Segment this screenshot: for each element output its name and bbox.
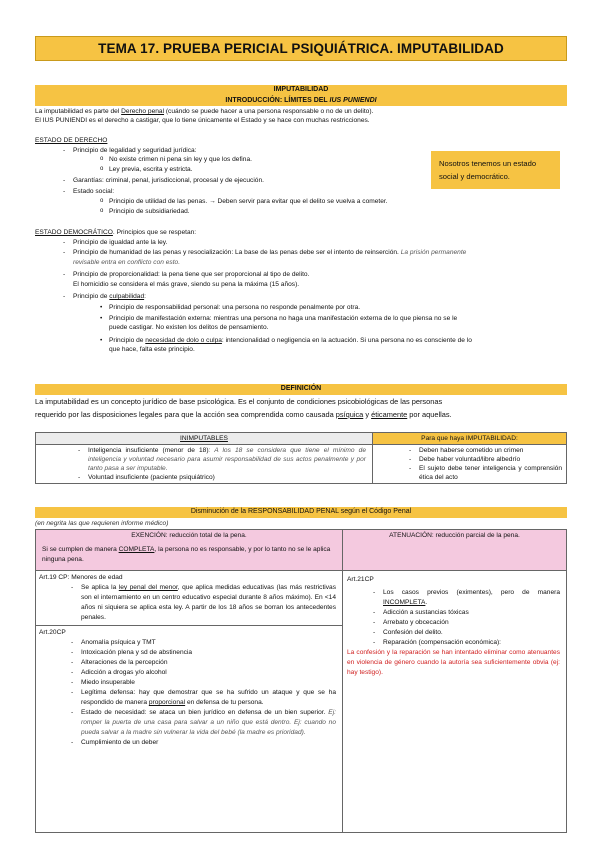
list-item: - Alteraciones de la percepción [81,658,336,668]
disminucion-note: (en negrita las que requieren informe médico) [35,520,169,527]
list-item: - Reparación (compensación económica): [383,638,560,648]
imputabilidad-conditions-header: Para que haya IMPUTABILIDAD: [373,433,567,445]
list-item: - Principio de humanidad de las penas y resocialización: La base de las penas debe ser el intento de reinserción. La prisión permanente [73,248,466,257]
exencion-cell [36,530,343,571]
list-item-continued: revisable entra en conflicto con esto. [73,259,181,266]
list-item: o Principio de subsidiariedad. [109,207,190,216]
note-box: Nosotros tenemos un estado social y democrático. [431,151,560,189]
section-header-imputabilidad: IMPUTABILIDAD [35,85,567,96]
list-item: • Principio de manifestación externa: mientras una persona no haga una manifestación externa de lo que piensa no se le [109,314,457,323]
list-item: - Miedo insuperable [81,678,336,688]
atenuacion-header: ATENUACIÓN: reducción parcial de la pena. [389,532,520,539]
art21-title: Art.21CP [347,576,374,583]
list-item: - Adicción a drogas y/o alcohol [81,668,336,678]
list-item: - Los casos previos (eximentes), pero de manera INCOMPLETA. [383,588,560,608]
list-item: - El sujeto debe tener inteligencia y comprensión ética del acto [419,464,562,482]
list-item: o No existe crimen ni pena sin ley y que los defina. [109,155,252,164]
section-header-disminucion: Disminución de la RESPONSABILIDAD PENAL según el Código Penal [35,507,567,518]
list-item: - Estado de necesidad: se ataca un bien jurídico en defensa de un bien superior. Ej: romper la puerta de una casa para salvar a un niño que está dentro. Ej: cuando no pueda salvar a la madre sin vulnerar la vida del bebé (la madre es prioridad). [81,708,336,738]
list-item: - Intoxicación plena y sd de abstinencia [81,648,336,658]
responsabilidad-table [35,529,567,833]
imputabilidad-table [35,432,567,484]
atenuacion-cell [343,530,567,571]
art20-cell [36,626,343,833]
list-item: o Ley previa, escrita y estricta. [109,165,193,174]
intro-line-2: El IUS PUNIENDI es el derecho a castigar, que lo tiene únicamente el Estado y se hace con muchas restricciones. [35,117,370,124]
imputabilidad-conditions-cell [373,445,567,484]
list-item: - Adicción a sustancias tóxicas [383,608,560,618]
inimputables-header: INIMPUTABLES [36,433,373,445]
list-item: - Anomalía psíquica y TMT [81,638,336,648]
definicion-line-1: La imputabilidad es un concepto jurídico de base psicológica. Es el conjunto de condiciones psicobiológicas de las personas [35,397,443,406]
list-item: • Principio de responsabilidad personal: una persona no responde penalmente por otra. [109,303,360,312]
list-item: - Principio de proporcionalidad: la pena tiene que ser proporcional al tipo de delito. [73,270,309,279]
list-item: - Cumplimiento de un deber [81,738,336,748]
estado-democratico-heading: ESTADO DEMOCRÁTICO. Principios que se respetan: [35,229,197,236]
list-item: • Principio de necesidad de dolo o culpa: intencionalidad o negligencia en la actuación. Si una persona no es consciente de lo [109,336,472,345]
art19-cell [36,571,343,626]
list-item: - Inteligencia insuficiente (menor de 18): A los 18 se considera que tiene el mínimo de inteligencia y voluntad necesario para asumir responsabilidad de sus actos penalmente y por tanto pasa a ser imputable. [88,446,366,473]
art20-title: Art.20CP [39,629,66,636]
section-header-definicion: DEFINICIÓN [35,384,567,395]
list-item: - Voluntad insuficiente (paciente psiquiátrico) [88,473,366,482]
art21-warning: La confesión y la reparación se han intentado eliminar como atenuantes en violencia de género cuando la autoría sea suficientemente obvia (ej: hay testigo). [347,649,560,676]
art19-title: Art.19 CP: Menores de edad [39,574,123,581]
list-item: o Principio de utilidad de las penas. → Deben servir para evitar que el delito se vuelva a cometer. [109,197,388,206]
list-item: - Garantías: criminal, penal, jurisdiccional, procesal y de ejecución. [73,176,264,185]
list-item: - Legítima defensa: hay que demostrar que se ha sufrido un ataque y que se ha respondido de manera proporcional en defensa de tu persona. [81,688,336,708]
list-item: - Deben haberse cometido un crimen [419,446,562,455]
exencion-header: EXENCIÓN: reducción total de la pena. [131,532,247,539]
exencion-description: Si se cumplen de manera COMPLETA, la persona no es responsable, y por lo tanto no se le aplica ninguna pena. [42,546,331,563]
list-item: - Arrebato y obcecación [383,618,560,628]
page-title: TEMA 17. PRUEBA PERICIAL PSIQUIÁTRICA. IMPUTABILIDAD [35,36,567,61]
list-item: - Debe haber voluntad/libre albedrío [419,455,562,464]
inimputables-cell [36,445,373,484]
list-item-continued: El homicidio se considera el más grave, siendo su pena la máxima (15 años). [73,281,300,288]
list-item: - Confesión del delito. [383,628,560,638]
list-item: - Principio de culpabilidad: [73,292,146,301]
section-header-introduccion: INTRODUCCIÓN: LÍMITES DEL IUS PUNIENDI [35,96,567,106]
art21-cell [343,571,567,833]
list-item: - Se aplica la ley penal del menor, que aplica medidas educativas (las más restrictivas son el internamiento en un centro educativo especial durante 8 años máximo). En <14 años ni siquiera se aplica esta ley. A partir de los 18 años se borran los antecedentes penales. [81,583,336,623]
intro-line-1: La imputabilidad es parte del Derecho penal (cuándo se puede hacer a una persona responsable o no de un delito). [35,108,374,115]
list-item-continued: que hace, falta este principio. [109,346,195,353]
list-item: - Estado social: [73,187,114,196]
list-item: - Principio de igualdad ante la ley. [73,238,167,247]
list-item-continued: puede castigar. No existen los delitos de pensamiento. [109,324,269,331]
estado-derecho-heading: ESTADO DE DERECHO [35,137,108,144]
definicion-line-2: requerido por las disposiciones legales para que la acción sea comprendida como causada psíquica y éticamente por aquellas. [35,410,452,419]
list-item: - Principio de legalidad y seguridad jurídica: [73,146,197,155]
